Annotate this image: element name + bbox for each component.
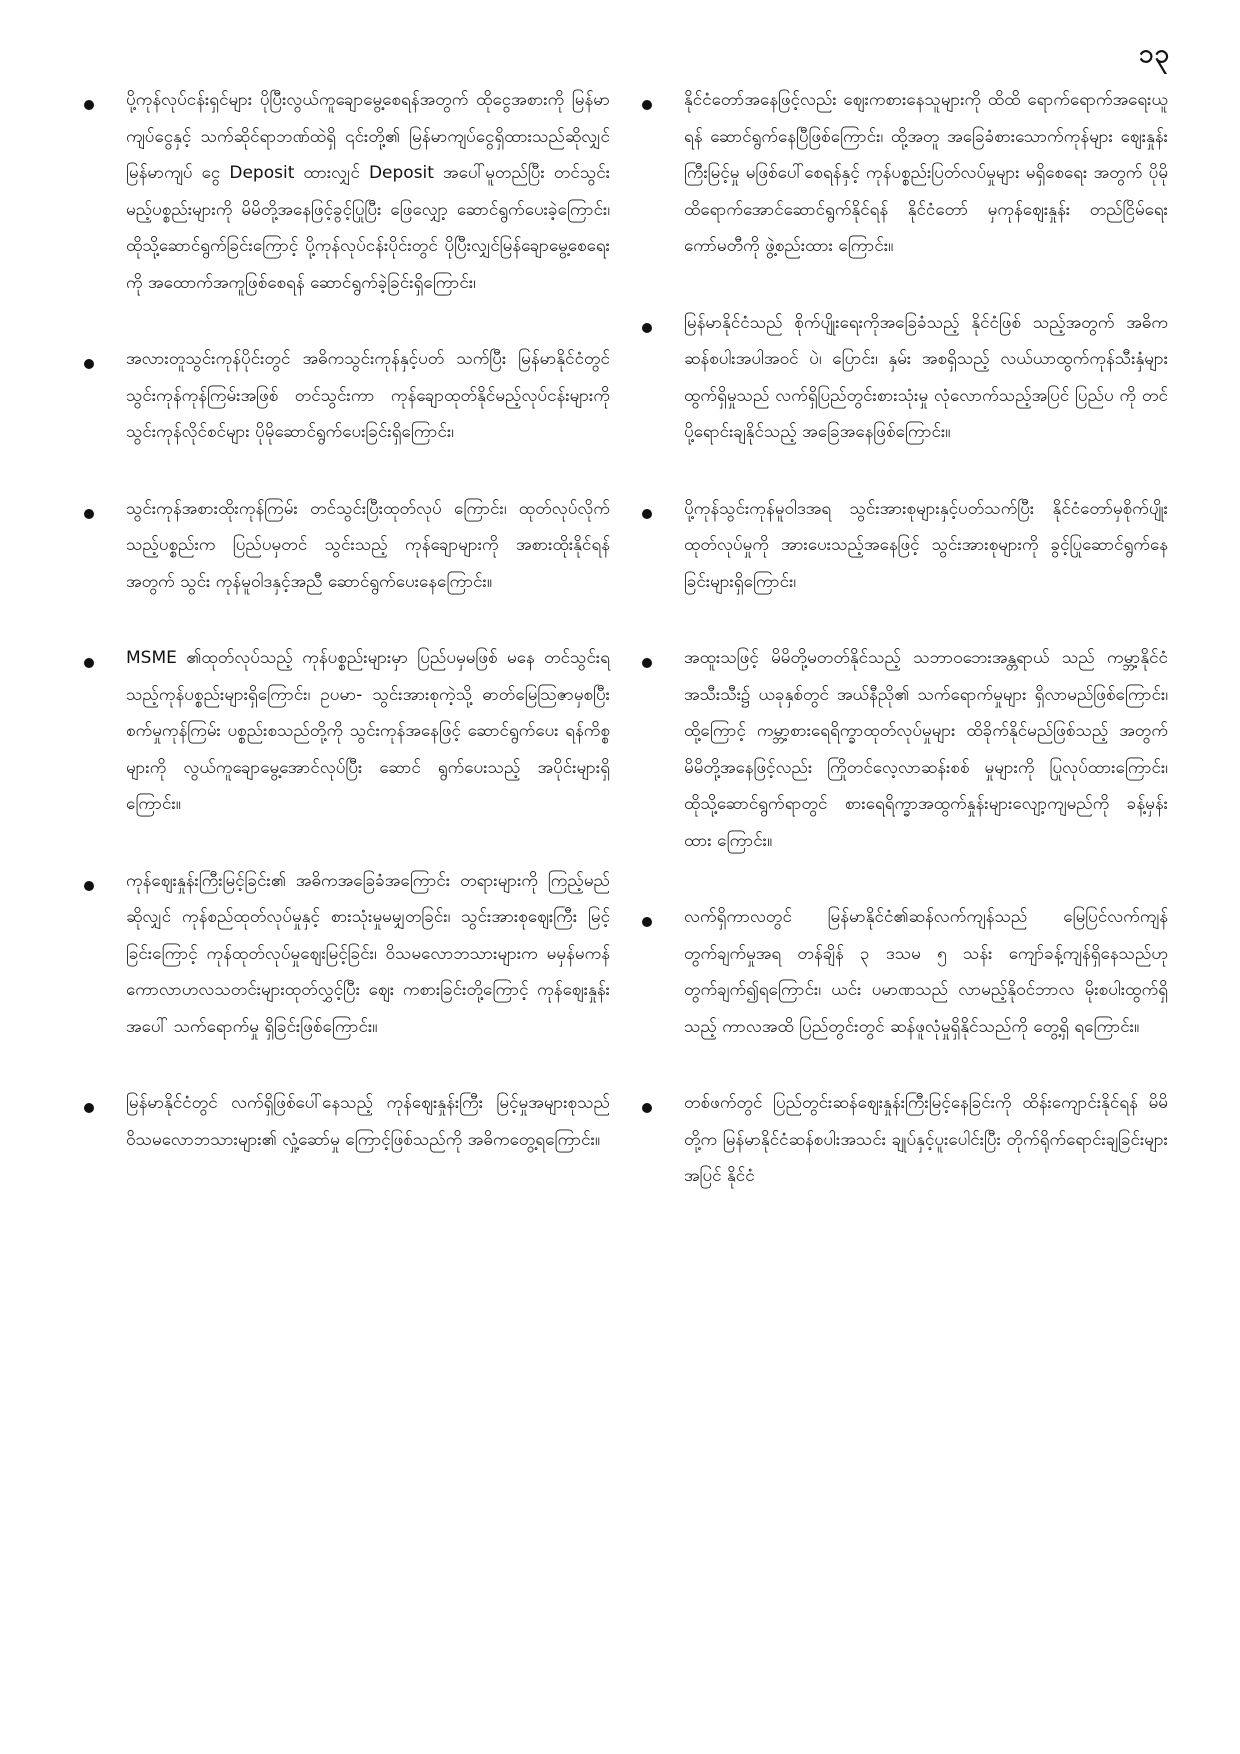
bullet-paragraph bbox=[684, 82, 1168, 265]
paragraph-line: ရောက်ရောက်အရေးယူရန် ဆောင်ရွက်နေပြီဖြစ်ကြောင်း၊ bbox=[684, 90, 1168, 147]
paragraph-line: ချုပ်နှင့်ပူးပေါင်းပြီး တိုက်ရိုက်ရောင်းချခြင်းများအပြင် နိုင်ငံ bbox=[684, 1129, 1168, 1186]
paragraph-line: အထောက်အကူဖြစ်စေရန် ဆောင်ရွက်ခဲ့ခြင်းရှိကြောင်း၊ bbox=[148, 272, 476, 293]
paragraph-line: လက်ရှိကာလတွင် မြန်မာနိုင်ငံ၏ဆန်လက်ကျန်သည် bbox=[684, 907, 1028, 927]
paragraph-line: ထို့အတူ အခြေခံစားသောက်ကုန်များ ဈေးနှုန်းကြီးမြင့်မှု bbox=[684, 126, 1168, 183]
paragraph-line: ရကြောင်း။ bbox=[1074, 1016, 1140, 1037]
paragraph-line: ကျော်ခန့်ကျန်ရှိနေသည်ဟု တွက်ချက်၍ရကြောင်း၊ ယင်း bbox=[684, 943, 1169, 1000]
bullet-paragraph bbox=[684, 640, 1168, 859]
paragraph-line: ကြောင်း၊ ထုတ်လုပ်လိုက်သည့်ပစ္စည်းက ပြည်ပမှတင် bbox=[126, 498, 610, 555]
bullet-dot-icon bbox=[84, 509, 94, 519]
paragraph-line: အစရှိသည့် လယ်ယာထွက်ကုန်သီးနှံများထွက်ရှိမှုသည် bbox=[684, 349, 1169, 406]
paragraph-line: ကို တင်ပို့ရောင်းချနိုင်သည့် အခြေအနေဖြစ်ကြောင်း။ bbox=[684, 385, 1168, 442]
paragraph-line: ပမာဏသည် လာမည့်နိုဝင်ဘာလ မိုးစပါးထွက်ရှိသည့် bbox=[684, 980, 1168, 1037]
left-column bbox=[70, 82, 610, 1198]
paragraph-line: ဆောင်ရွက်ပေးခဲ့ကြောင်း၊ ထိုသို့ဆောင်ရွက်ခြင်းကြောင့် bbox=[126, 199, 611, 256]
paragraph-line: လက်ရှိပြည်တွင်းစားသုံးမှု လုံလောက်သည့်အပြင် ပြည်ပ bbox=[775, 385, 1114, 406]
paragraph-line: မြင့်မှုအများစုသည် ဝိသမလောဘသားများ၏ လှုံ့ဆော်မှု bbox=[126, 1093, 610, 1150]
bullet-dot-icon bbox=[84, 658, 94, 668]
paragraph-line: အလားတူသွင်းကုန်ပိုင်းတွင် အဓိကသွင်းကုန်နှင့်ပတ် bbox=[126, 349, 445, 369]
paragraph-line: မဖြစ်ပေါ်စေရန်နှင့် ကုန်ပစ္စည်းပြတ်လပ်မှုများ မရှိစေရေး bbox=[745, 163, 1088, 183]
paragraph-line: ရန်ကိစ္စများကို လွယ်ကူချောမွေ့အောင်လုပ်ပြီး ဆောင် bbox=[126, 721, 611, 778]
bullet-dot-icon bbox=[642, 509, 652, 519]
paragraph-line: မှကုန်ဈေးနှုန်း တည်ငြိမ်ရေးကော်မတီကို ဖွဲ့စည်းထား bbox=[684, 199, 1168, 256]
paragraph-line: ရှိခြင်းဖြစ်ကြောင်း။ bbox=[264, 1016, 378, 1037]
paragraph-line: စားသုံးမှုမမျှတခြင်း၊ သွင်းအားစုဈေးကြီး မြင့်ခြင်းကြောင့် bbox=[126, 907, 610, 964]
bullet-paragraph bbox=[126, 491, 610, 601]
paragraph-line: ကာလအထိ ပြည်တွင်းတွင် ဆန်ဖူလုံမှုရှိနိုင်သည်ကို တွေ့ရှိ bbox=[722, 1016, 1069, 1037]
bullet-paragraph bbox=[684, 899, 1168, 1045]
paragraph-line: ကုန်ဈေးနှုန်းကြီးမြင့်ခြင်း၏ အဓိကအခြေခံအကြောင်း bbox=[126, 870, 451, 891]
paragraph-line: ၎င်းတို့၏ မြန်မာကျပ်ငွေရှိထားသည်ဆိုလျှင် မြန်မာကျပ် bbox=[126, 126, 610, 183]
paragraph-line: ပို့ကုန်လုပ်ငန်းပိုင်းတွင် ပိုပြီးလျှင်မြန်ချောမွေ့စေရေးကို bbox=[126, 236, 610, 293]
paragraph-line: သက်ရောက်မှုများ ရှိလာမည်ဖြစ်ကြောင်း၊ ထို့ကြောင့် bbox=[684, 684, 1169, 741]
page-number: ၁၃ bbox=[1138, 39, 1170, 69]
paragraph-line: သည့်အတွက် အဓိက ဆန်စပါးအပါအဝင် ပဲ၊ ပြောင်း၊ နှမ်း bbox=[684, 312, 1168, 369]
paragraph-line: ကုန်မူဝါဒနှင့်အညီ ဆောင်ရွက်ပေးနေကြောင်း။ bbox=[215, 571, 492, 592]
paragraph-line: သည် ကမ္ဘာ့နိုင်ငံအသီးသီး၌ ယခုနှစ်တွင် အယ်နီညို၏ bbox=[684, 648, 1168, 705]
bullet-item bbox=[70, 82, 610, 301]
bullet-dot-icon bbox=[642, 100, 652, 110]
bullet-paragraph bbox=[684, 305, 1168, 451]
bullet-dot-icon bbox=[84, 359, 94, 369]
bullet-paragraph bbox=[126, 640, 610, 823]
bullet-item bbox=[70, 640, 610, 823]
paragraph-line: အတွက် မိမိတို့အနေဖြင့်လည်း ကြိုတင်လေ့လာဆန်းစစ် bbox=[684, 721, 1168, 778]
paragraph-line: သွင်းအားစုများကို ခွင့်ပြုဆောင်ရွက်နေခြင်းများရှိကြောင်း၊ bbox=[684, 535, 1169, 592]
paragraph-line: ပို့ကုန်သွင်းကုန်မူဝါဒအရ သွင်းအားစုများနှင့်ပတ်သက်ပြီး bbox=[684, 498, 1035, 519]
paragraph-line: သွင်းသည့် ကုန်ချောများကို အစားထိုးနိုင်ရန်အတွက် သွင်း bbox=[126, 535, 611, 592]
bullet-dot-icon bbox=[84, 100, 94, 110]
paragraph-line: အထူးသဖြင့် မိမိတို့မတတ်နိုင်သည့် သဘာဝဘေးအန္တရာယ် bbox=[684, 648, 1050, 668]
paragraph-line: သက်ပြီး မြန်မာနိုင်ငံတွင် သွင်းကုန်ကုန်ကြမ်းအဖြစ် bbox=[126, 349, 610, 406]
paragraph-line: တစ်ဖက်တွင် ပြည်တွင်းဆန်ဈေးနှုန်းကြီးမြင့်နေခြင်းကို bbox=[684, 1093, 1012, 1113]
paragraph-line: စားရေရိက္ခာအထွက်နှုန်းများလျော့ကျမည်ကို ခန့်မှန်းထား bbox=[684, 794, 1168, 851]
bullet-paragraph bbox=[684, 491, 1168, 601]
paragraph-line: ရွက်ပေးသည့် အပိုင်းများရှိကြောင်း။ bbox=[126, 757, 610, 814]
paragraph-line: ငွေ Deposit ထားလျှင် Deposit အပေါ်မူတည်ပြီး တင်သွင်း bbox=[201, 163, 611, 183]
paragraph-line: သွင်းအားစုကဲ့သို့ ဓာတ်မြေဩဇာမှစပြီး စက်မှုကုန်ကြမ်း bbox=[126, 684, 610, 741]
paragraph-line: မြန်မာနိုင်ငံသည် စိုက်ပျိုးရေးကိုအခြေခံသည့် နိုင်ငံဖြစ် bbox=[684, 312, 1022, 333]
bullet-item bbox=[70, 341, 610, 451]
bullet-item bbox=[628, 1085, 1168, 1195]
paragraph-line: ပစ္စည်းစသည်တို့ကို သွင်းကုန်အနေဖြင့် ဆောင်ရွက်ပေး bbox=[227, 721, 559, 741]
paragraph-line: မနေ တင်သွင်းရသည့်ကုန်ပစ္စည်းများရှိကြောင်း၊ ဥပမာ- bbox=[126, 648, 610, 705]
bullet-dot-icon bbox=[642, 917, 652, 927]
bullet-dot-icon bbox=[84, 881, 94, 891]
paragraph-line: မှုများကို ပြုလုပ်ထားကြောင်း၊ ထိုသို့ဆောင်ရွက်ရာတွင် bbox=[684, 757, 1168, 814]
paragraph-line: ထိန်းကျောင်းနိုင်ရန် မိမိတို့က မြန်မာနိုင်ငံဆန်စပါးအသင်း bbox=[684, 1093, 1168, 1150]
paragraph-line: တင်သွင်းကာ ကုန်ချောထုတ်နိုင်မည့်လုပ်ငန်းများကို bbox=[294, 385, 610, 406]
paragraph-line: မမှန်မကန် ကောလာဟလသတင်းများထုတ်လွှင့်ပြီး ဈေး bbox=[126, 943, 611, 1000]
paragraph-line: မြန်မာနိုင်ငံတွင် လက်ရှိဖြစ်ပေါ်နေသည့် ကုန်ဈေးနှုန်းကြီး bbox=[126, 1093, 484, 1113]
paragraph-line: ကမ္ဘာ့စားရေရိက္ခာထုတ်လုပ်မှုများ ထိခိုက်နိုင်မည်ဖြစ်သည့် bbox=[756, 721, 1109, 741]
paragraph-line: အတွက် ပိုမိုထိရောက်အောင်ဆောင်ရွက်နိုင်ရန် နိုင်ငံတော် bbox=[684, 163, 1169, 220]
paragraph-line: ကြောင်း။ bbox=[717, 830, 773, 851]
bullet-dot-icon bbox=[642, 658, 652, 668]
paragraph-line: ကစားခြင်းတို့ကြောင့် ကုန်ဈေးနှုန်းအပေါ် သက်ရောက်မှု bbox=[126, 980, 610, 1037]
bullet-paragraph bbox=[126, 341, 610, 451]
paragraph-line: ကြောင့်ဖြစ်သည်ကို အဓိကတွေ့ရကြောင်း။ bbox=[345, 1129, 601, 1150]
bullet-paragraph bbox=[126, 82, 610, 301]
bullet-item bbox=[628, 491, 1168, 601]
bullet-item bbox=[628, 82, 1168, 265]
bullet-item bbox=[628, 640, 1168, 859]
paragraph-line: မြေပြင်လက်ကျန် တွက်ချက်မှုအရ တန်ချိန် ၃ ဒသမ ၅ သန်း bbox=[684, 907, 1168, 964]
bullet-paragraph bbox=[126, 1085, 610, 1158]
paragraph-line: နိုင်ငံတော်အနေဖြင့်လည်း ဈေးကစားနေသူများကို ထိထိ bbox=[684, 90, 1021, 110]
bullet-dot-icon bbox=[84, 1103, 94, 1113]
paragraph-line: သွင်းကုန်အစားထိုးကုန်ကြမ်း တင်သွင်းပြီးထုတ်လုပ် bbox=[126, 498, 442, 519]
bullet-paragraph bbox=[684, 1085, 1168, 1195]
paragraph-line: ကုန်ထုတ်လုပ်မှုဈေးမြင့်ခြင်း၊ ဝိသမလောဘသားများက bbox=[206, 943, 538, 964]
paragraph-line: ထိုငွေအစားကို မြန်မာကျပ်ငွေနှင့် သက်ဆိုင်ရာဘဏ်ထဲရှိ bbox=[126, 90, 610, 147]
paragraph-line: တရားများကို ကြည့်မည်ဆိုလျှင် ကုန်စည်ထုတ်လုပ်မှုနှင့် bbox=[126, 870, 610, 927]
paragraph-line: နိုင်ငံတော်မှစိုက်ပျိုး ထုတ်လုပ်မှုကို အားပေးသည့်အနေဖြင့် bbox=[684, 498, 1168, 555]
bullet-dot-icon bbox=[642, 1103, 652, 1113]
bullet-item bbox=[70, 491, 610, 601]
bullet-paragraph bbox=[126, 863, 610, 1046]
bullet-item bbox=[70, 1085, 610, 1158]
paragraph-line: ပို့ကုန်လုပ်ငန်းရှင်များ ပိုပြီးလွယ်ကူချောမွေ့စေရန်အတွက် bbox=[126, 90, 469, 110]
bullet-item bbox=[628, 305, 1168, 451]
paragraph-line: သွင်းကုန်လိုင်စင်များ ပိုမိုဆောင်ရွက်ပေးခြင်းရှိကြောင်း၊ bbox=[126, 422, 454, 442]
paragraph-line: MSME ၏ထုတ်လုပ်သည့် ကုန်ပစ္စည်းများမှာ ပြည်ပမှမဖြစ် bbox=[126, 648, 498, 668]
bullet-item bbox=[628, 899, 1168, 1045]
paragraph-line: မည့်ပစ္စည်းများကို မိမိတို့အနေဖြင့်ခွင့်ပြုပြီး ဖြေလျှော့ bbox=[126, 199, 448, 220]
paragraph-line: ကြောင်း။ bbox=[838, 236, 894, 256]
right-column bbox=[628, 82, 1168, 1235]
bullet-dot-icon bbox=[642, 323, 652, 333]
bullet-item bbox=[70, 863, 610, 1046]
